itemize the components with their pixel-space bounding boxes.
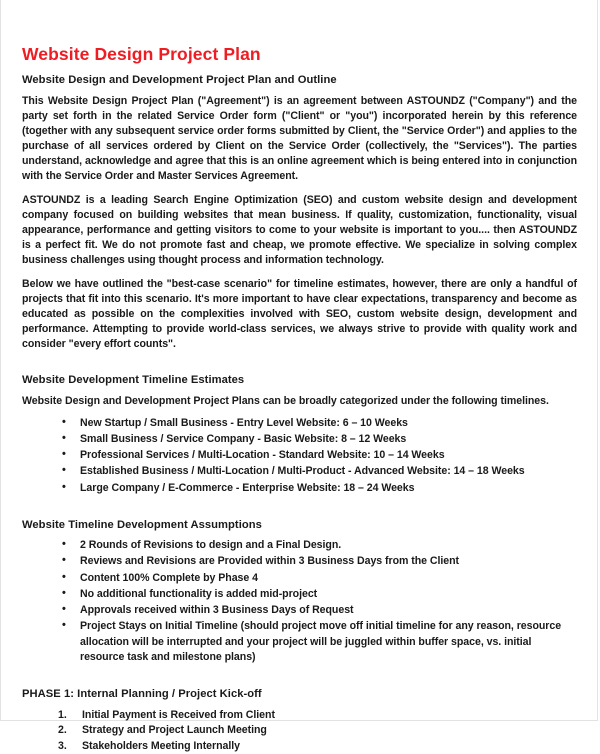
- spacer: [22, 666, 577, 688]
- list-item: • Content 100% Complete by Phase 4: [62, 571, 577, 586]
- list-item: • Approvals received within 3 Business Days of Request: [62, 603, 577, 618]
- assumptions-list: [22, 538, 577, 665]
- list-item: • Project Stays on Initial Timeline (should project move off initial timeline for any reason, resource allocation will be interrupted and your project will be juggled within buffer space, vs. initial resource task and milestone plans): [62, 619, 577, 665]
- intro-paragraph-3: Below we have outlined the "best-case scenario" for timeline estimates, however, there are only a handful of projects that fit into this scenario. It's more important to have clear expectations, transparency and become as educated as possible on the complexities involved with SEO, custom website design, development and performance. Attempting to provide world-class services, we always strive to provide with quality work and consider "every effort counts".: [22, 277, 577, 351]
- list-item: Strategy and Project Launch Meeting: [82, 724, 267, 737]
- assumptions-heading: Website Timeline Development Assumptions: [22, 518, 262, 531]
- list-item: • No additional functionality is added mid-project: [62, 587, 577, 602]
- intro-paragraph-2: ASTOUNDZ is a leading Search Engine Optimization (SEO) and custom website design and development company focused on building websites that mean business. If quality, customization, functionality, visual appearance, performance and getting visitors to come to your website is important to you.... then ASTOUNDZ is a perfect fit. We do not promote fast and cheap, we promote effective. We specialize in solving complex business challenges using thought process and information technology.: [22, 193, 577, 266]
- page-title: Website Design Project Plan: [22, 44, 261, 64]
- list-item: Initial Payment is Received from Client: [82, 708, 275, 721]
- list-item: • Established Business / Multi-Location / Multi-Product - Advanced Website: 14 – 18 Weeks: [62, 464, 577, 479]
- list-item: • Professional Services / Multi-Location - Standard Website: 10 – 14 Weeks: [62, 448, 577, 463]
- document-subtitle: Website Design and Development Project Plan and Outline: [22, 74, 337, 87]
- list-item: Stakeholders Meeting Internally: [82, 739, 240, 752]
- list-item: • New Startup / Small Business - Entry Level Website: 6 – 10 Weeks: [62, 416, 577, 431]
- document-body: [1, 0, 597, 754]
- list-item: • Large Company / E-Commerce - Enterprise Website: 18 – 24 Weeks: [62, 481, 577, 496]
- spacer: [22, 497, 577, 519]
- list-item: • 2 Rounds of Revisions to design and a Final Design.: [62, 538, 577, 553]
- timeline-estimates-heading: Website Development Timeline Estimates: [22, 374, 245, 387]
- phase-1-list: [22, 708, 577, 754]
- list-item: • Reviews and Revisions are Provided within 3 Business Days from the Client: [62, 554, 577, 569]
- intro-paragraph-1: This Website Design Project Plan ("Agreement") is an agreement between ASTOUNDZ ("Company") and the party set forth in the related Service Order form ("Client" or "you") incorporated herein by this reference (together with any subsequent service order forms submitted by Client, the "Service Order") and applies to the purchase of all services ordered by Client on the Service Order (collectively, the "Services"). The parties understand, acknowledge and agree that this is an online agreement which is being entered into in conjunction with the Service Order and Master Services Agreement.: [22, 94, 577, 182]
- timeline-estimates-lead: Website Design and Development Project Plans can be broadly categorized under the following timelines.: [22, 394, 549, 407]
- list-item: • Small Business / Service Company - Basic Website: 8 – 12 Weeks: [62, 432, 577, 447]
- timeline-estimates-list: [22, 416, 577, 496]
- phase-1-heading: PHASE 1: Internal Planning / Project Kick-off: [22, 688, 262, 701]
- spacer: [22, 352, 577, 374]
